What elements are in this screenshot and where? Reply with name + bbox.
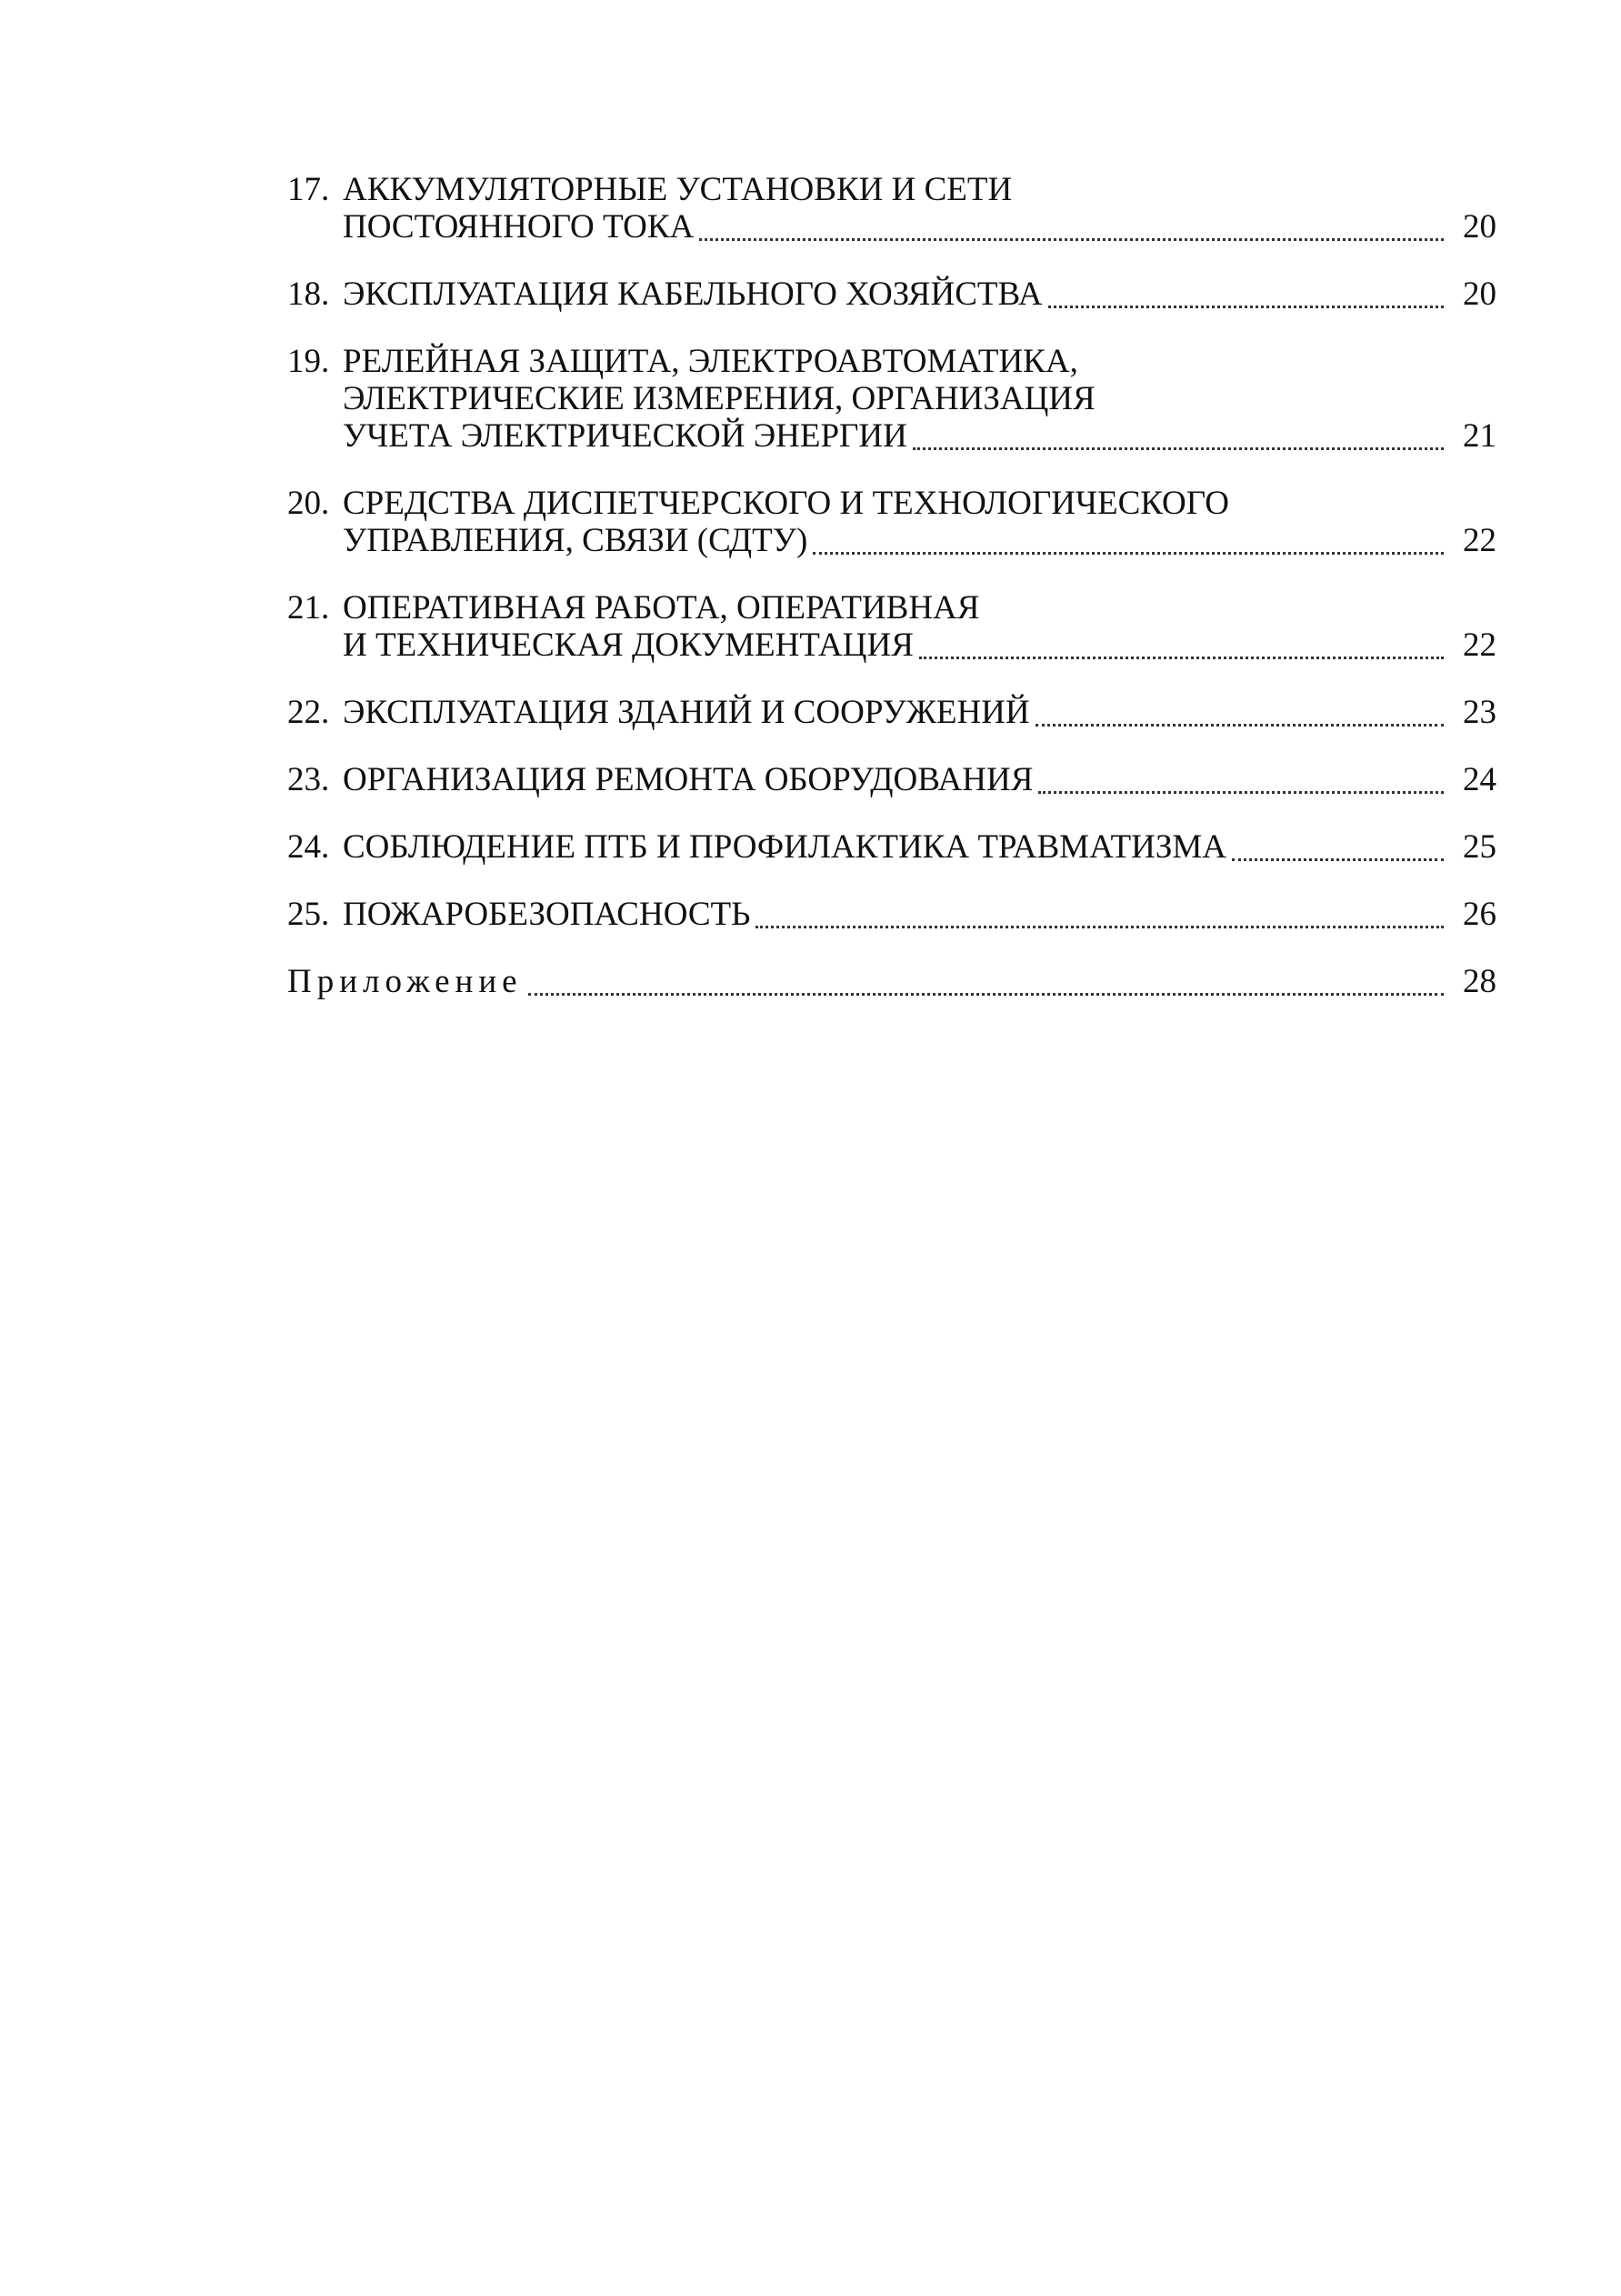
toc-entry-17[interactable] — [287, 171, 1496, 246]
page-number: 22 — [1463, 522, 1496, 559]
page-number: 20 — [1463, 208, 1496, 246]
entry-title: ЭКСПЛУАТАЦИЯ КАБЕЛЬНОГО ХОЗЯЙСТВА — [343, 276, 1043, 313]
entry-title: ОРГАНИЗАЦИЯ РЕМОНТА ОБОРУДОВАНИЯ — [343, 761, 1034, 798]
dot-leader — [755, 907, 1444, 928]
entry-title: РЕЛЕЙНАЯ ЗАЩИТА, ЭЛЕКТРОАВТОМАТИКА, — [343, 343, 1078, 380]
entry-number: 24. — [287, 828, 330, 866]
dot-leader — [919, 638, 1444, 659]
entry-title: ЭКСПЛУАТАЦИЯ ЗДАНИЙ И СООРУЖЕНИЙ — [343, 694, 1030, 731]
toc-entry-22[interactable] — [287, 694, 1496, 731]
entry-number: 25. — [287, 896, 330, 933]
entry-title: ОПЕРАТИВНАЯ РАБОТА, ОПЕРАТИВНАЯ — [343, 589, 980, 627]
page-number: 26 — [1463, 896, 1496, 933]
page-number: 21 — [1463, 417, 1496, 455]
toc-entry-25[interactable] — [287, 896, 1496, 933]
dot-leader — [1038, 773, 1444, 794]
appendix-title: Приложение — [287, 963, 523, 1000]
entry-number: 17. — [287, 171, 330, 208]
entry-title: АККУМУЛЯТОРНЫЕ УСТАНОВКИ И СЕТИ — [343, 171, 1013, 208]
entry-number: 21. — [287, 589, 330, 627]
entry-title: СОБЛЮДЕНИЕ ПТБ И ПРОФИЛАКТИКА ТРАВМАТИЗМА — [343, 828, 1227, 866]
entry-number: 22. — [287, 694, 330, 731]
table-of-contents — [287, 171, 1496, 1030]
dot-leader — [913, 429, 1444, 450]
page-number: 23 — [1463, 694, 1496, 731]
toc-entry-19[interactable] — [287, 343, 1496, 455]
page-number: 20 — [1463, 276, 1496, 313]
entry-title: УПРАВЛЕНИЯ, СВЯЗИ (СДТУ) — [343, 522, 808, 559]
entry-title: СРЕДСТВА ДИСПЕТЧЕРСКОГО И ТЕХНОЛОГИЧЕСКОГО — [343, 485, 1229, 522]
page-number: 22 — [1463, 627, 1496, 664]
toc-entry-23[interactable] — [287, 761, 1496, 798]
page-number: 25 — [1463, 828, 1496, 866]
entry-number: 18. — [287, 276, 330, 313]
toc-entry-24[interactable] — [287, 828, 1496, 866]
page-number: 28 — [1463, 963, 1496, 1000]
entry-title: ПОСТОЯННОГО ТОКА — [343, 208, 695, 246]
toc-entry-21[interactable] — [287, 589, 1496, 664]
dot-leader — [813, 534, 1444, 555]
toc-entry-appendix[interactable] — [287, 963, 1496, 1000]
dot-leader — [1036, 706, 1444, 727]
page-number: 24 — [1463, 761, 1496, 798]
dot-leader — [528, 975, 1444, 996]
entry-title: И ТЕХНИЧЕСКАЯ ДОКУМЕНТАЦИЯ — [343, 627, 914, 664]
entry-title: УЧЕТА ЭЛЕКТРИЧЕСКОЙ ЭНЕРГИИ — [343, 417, 907, 455]
entry-number: 19. — [287, 343, 330, 380]
toc-entry-18[interactable] — [287, 276, 1496, 313]
dot-leader — [1048, 287, 1444, 308]
entry-number: 20. — [287, 485, 330, 522]
entry-number: 23. — [287, 761, 330, 798]
dot-leader — [699, 220, 1444, 241]
toc-entry-20[interactable] — [287, 485, 1496, 559]
entry-title: ПОЖАРОБЕЗОПАСНОСТЬ — [343, 896, 751, 933]
entry-title: ЭЛЕКТРИЧЕСКИЕ ИЗМЕРЕНИЯ, ОРГАНИЗАЦИЯ — [343, 380, 1096, 417]
dot-leader — [1232, 840, 1444, 861]
